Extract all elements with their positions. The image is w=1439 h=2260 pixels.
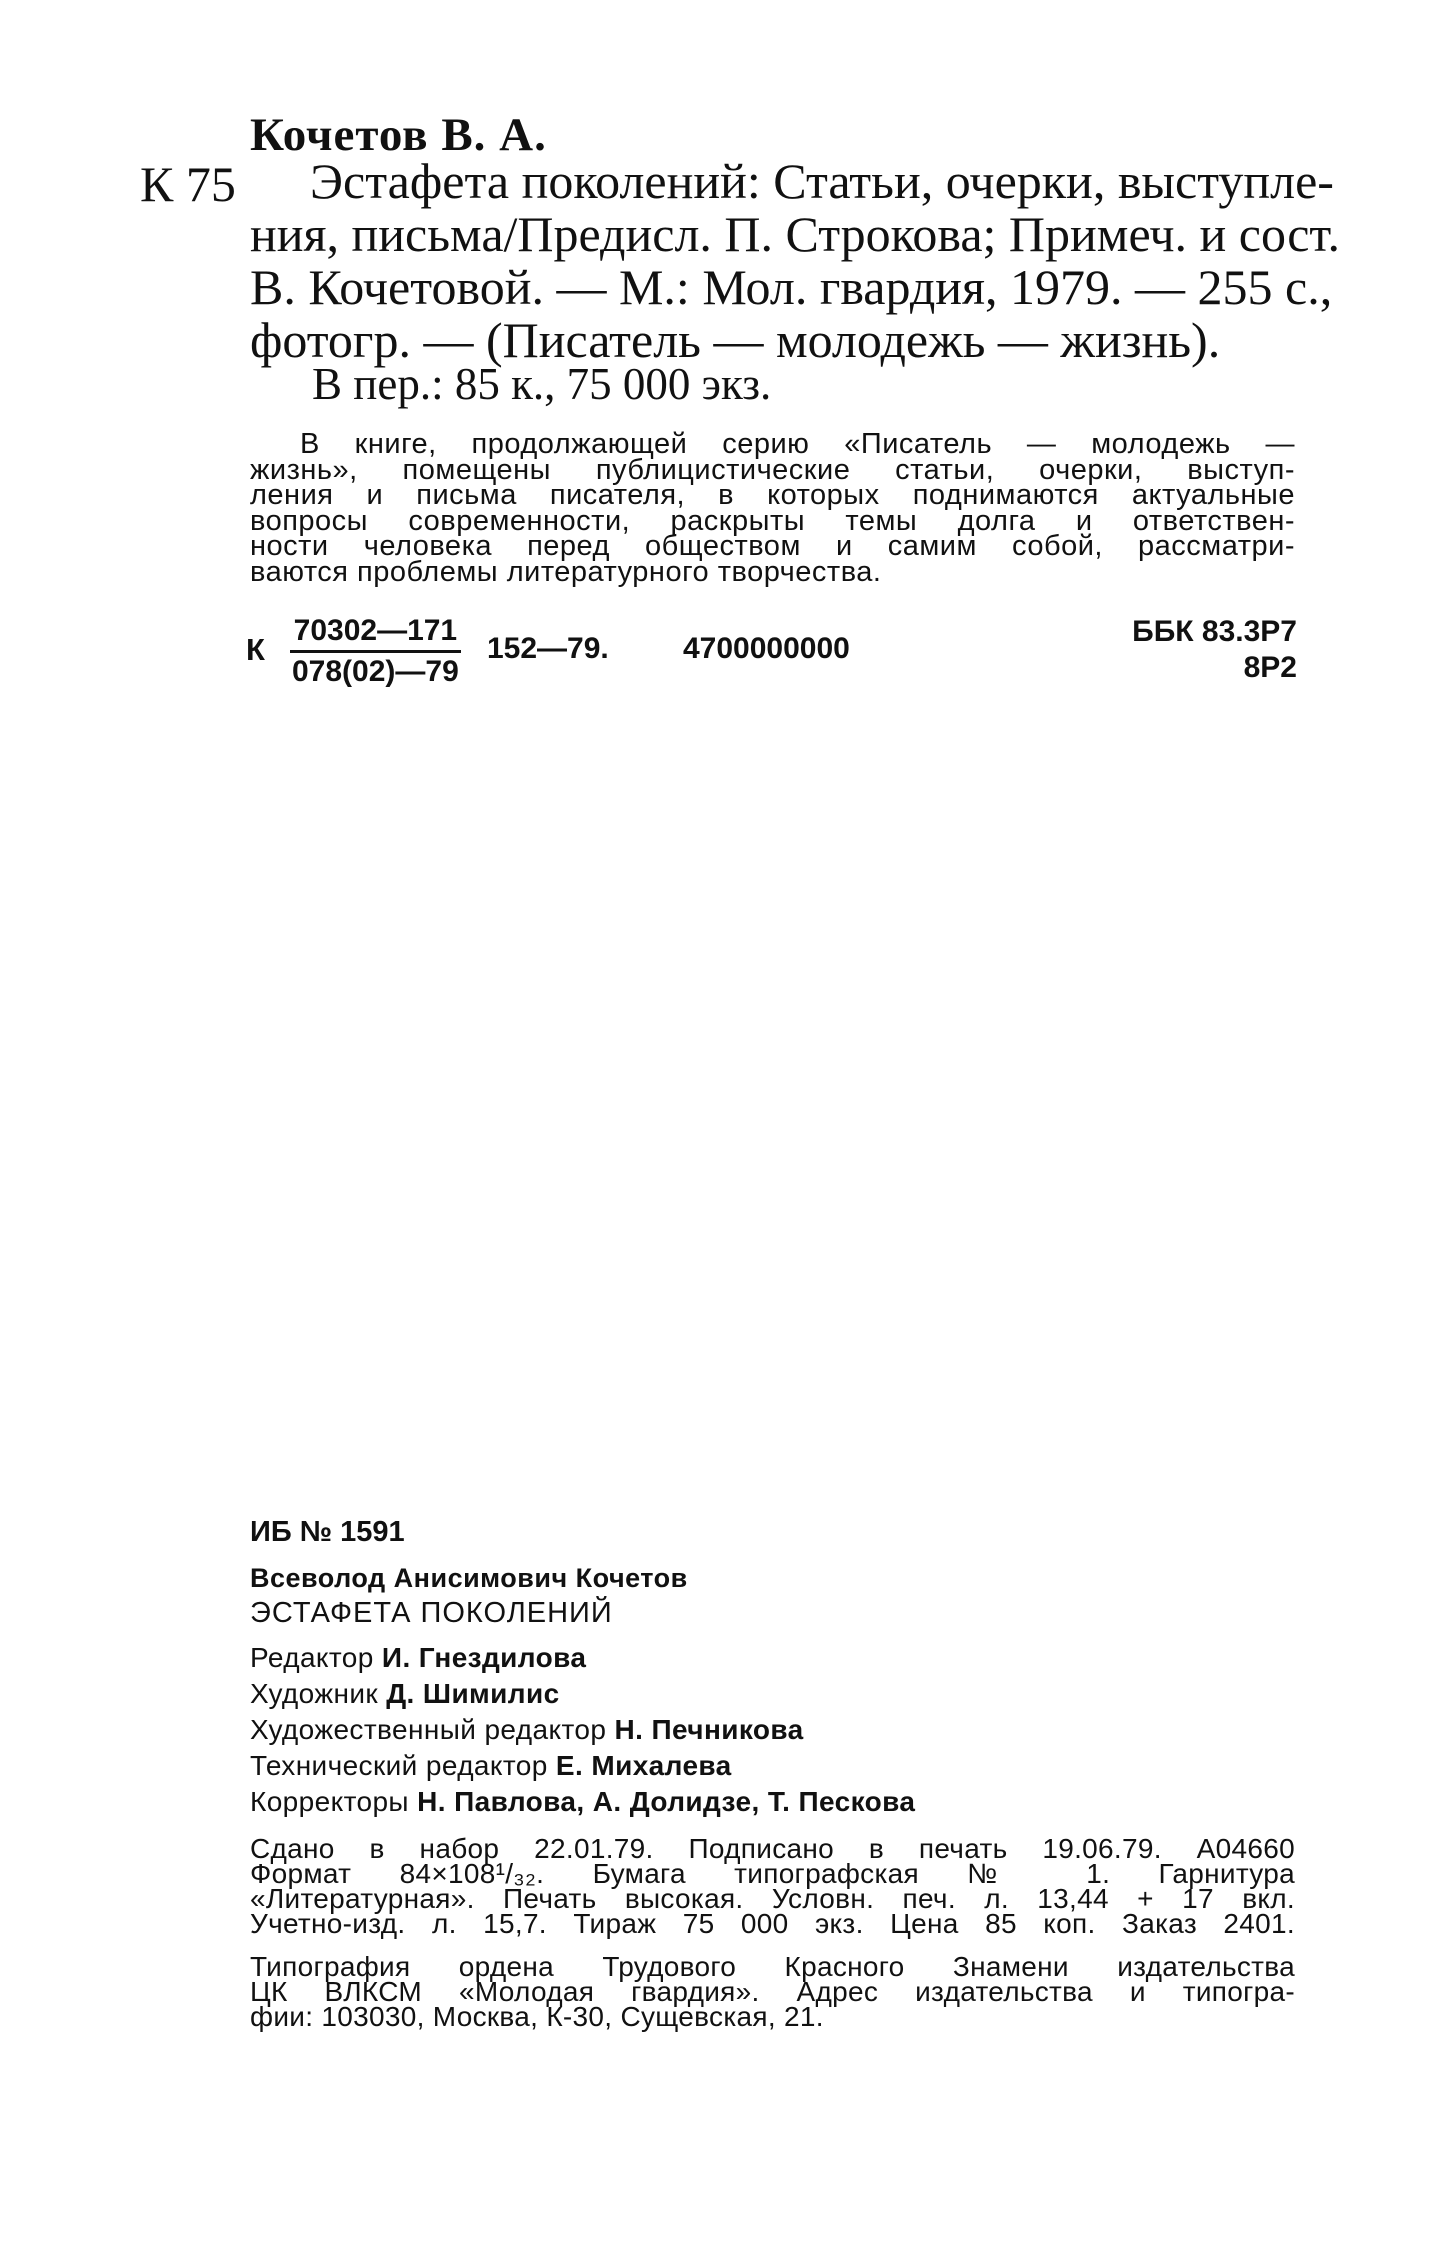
annotation-line: жизнь», помещены публицистические статьи, очерки, выступ-: [250, 453, 1295, 486]
staff-name: Е. Михалева: [555, 1750, 732, 1781]
bbk-code: [1132, 614, 1297, 686]
index-letter: К: [246, 632, 265, 667]
staff-role: Технический редактор: [250, 1750, 548, 1781]
print-data-line: Учетно-изд. л. 15,7. Тираж 75 000 экз. Цена 85 коп. Заказ 2401.: [250, 1908, 1295, 1939]
staff-item: [250, 1642, 1295, 1674]
staff-role: Редактор: [250, 1642, 374, 1673]
print-data-line: «Литературная». Печать высокая. Условн. печ. л. 13,44 + 17 вкл.: [250, 1883, 1295, 1914]
ib-number: ИБ № 1591: [250, 1516, 405, 1548]
annotation-line: ления и письма писателя, в которых поднимаются актуальные: [250, 479, 1295, 511]
bib-line: фотогр. — (Писатель — молодежь — жизнь).: [250, 312, 1221, 368]
staff-list: [250, 1642, 1295, 1818]
printer-line: фии: 103030, Москва, К-30, Сущевская, 21.: [250, 2001, 824, 2032]
index-code: 4700000000: [683, 632, 850, 665]
author-heading: Кочетов В. А.: [250, 109, 547, 161]
bbk-line: ББК 83.3Р7: [1132, 615, 1297, 648]
index-numerator: 70302—171: [290, 612, 461, 653]
index-fraction: [290, 612, 461, 691]
staff-item: [250, 1714, 1295, 1746]
staff-role: Художник: [250, 1678, 379, 1709]
annotation-line: ности человека перед обществом и самим собой, рассматри-: [250, 530, 1295, 562]
book-title: ЭСТАФЕТА ПОКОЛЕНИЙ: [250, 1597, 613, 1629]
price-line: В пер.: 85 к., 75 000 экз.: [312, 359, 772, 409]
index-tail: 152—79.: [487, 632, 609, 665]
staff-name: Н. Печникова: [614, 1714, 804, 1745]
printer-line: ЦК ВЛКСМ «Молодая гвардия». Адрес издательства и типогра-: [250, 1976, 1295, 2007]
staff-name: Н. Павлова, А. Долидзе, Т. Пескова: [417, 1786, 916, 1817]
staff-name: И. Гнездилова: [381, 1642, 587, 1673]
staff-role: Художественный редактор: [250, 1714, 607, 1745]
bib-line: В. Кочетовой. — М.: Мол. гвардия, 1979. — 255 с.,: [250, 259, 1333, 315]
catalog-code: К 75: [140, 156, 236, 212]
annotation-line: В книге, продолжающей серию «Писатель — молодежь —: [300, 428, 1295, 460]
staff-item: [250, 1786, 1295, 1818]
annotation: [250, 428, 1295, 588]
index-denominator: 078(02)—79: [292, 655, 459, 688]
annotation-line: ваются проблемы литературного творчества.: [250, 555, 882, 588]
staff-name: Д. Шимилис: [386, 1678, 560, 1709]
print-data: [250, 1833, 1295, 1939]
annotation-line: вопросы современности, раскрыты темы долга и ответствен-: [250, 504, 1295, 537]
printer-line: Типография ордена Трудового Красного Знамени издательства: [250, 1951, 1295, 1982]
staff-item: [250, 1678, 1295, 1710]
author-full-name: Всеволод Анисимович Кочетов: [250, 1563, 688, 1593]
staff-item: [250, 1750, 1295, 1782]
print-data-line: Формат 84×108¹/₃₂. Бумага типографская № 1. Гарнитура: [250, 1858, 1295, 1889]
bibliographic-description: [250, 153, 1341, 368]
imprint: [250, 1516, 1295, 2032]
printer-info: [250, 1951, 1295, 2032]
staff-role: Корректоры: [250, 1786, 409, 1817]
print-data-line: Сдано в набор 22.01.79. Подписано в печать 19.06.79. А04660: [250, 1833, 1295, 1864]
bbk-line: 8Р2: [1243, 651, 1297, 684]
bib-line: ния, письма/Предисл. П. Строкова; Примеч. и сост.: [250, 206, 1341, 262]
bib-line: Эстафета поколений: Статьи, очерки, выступле-: [310, 153, 1334, 209]
